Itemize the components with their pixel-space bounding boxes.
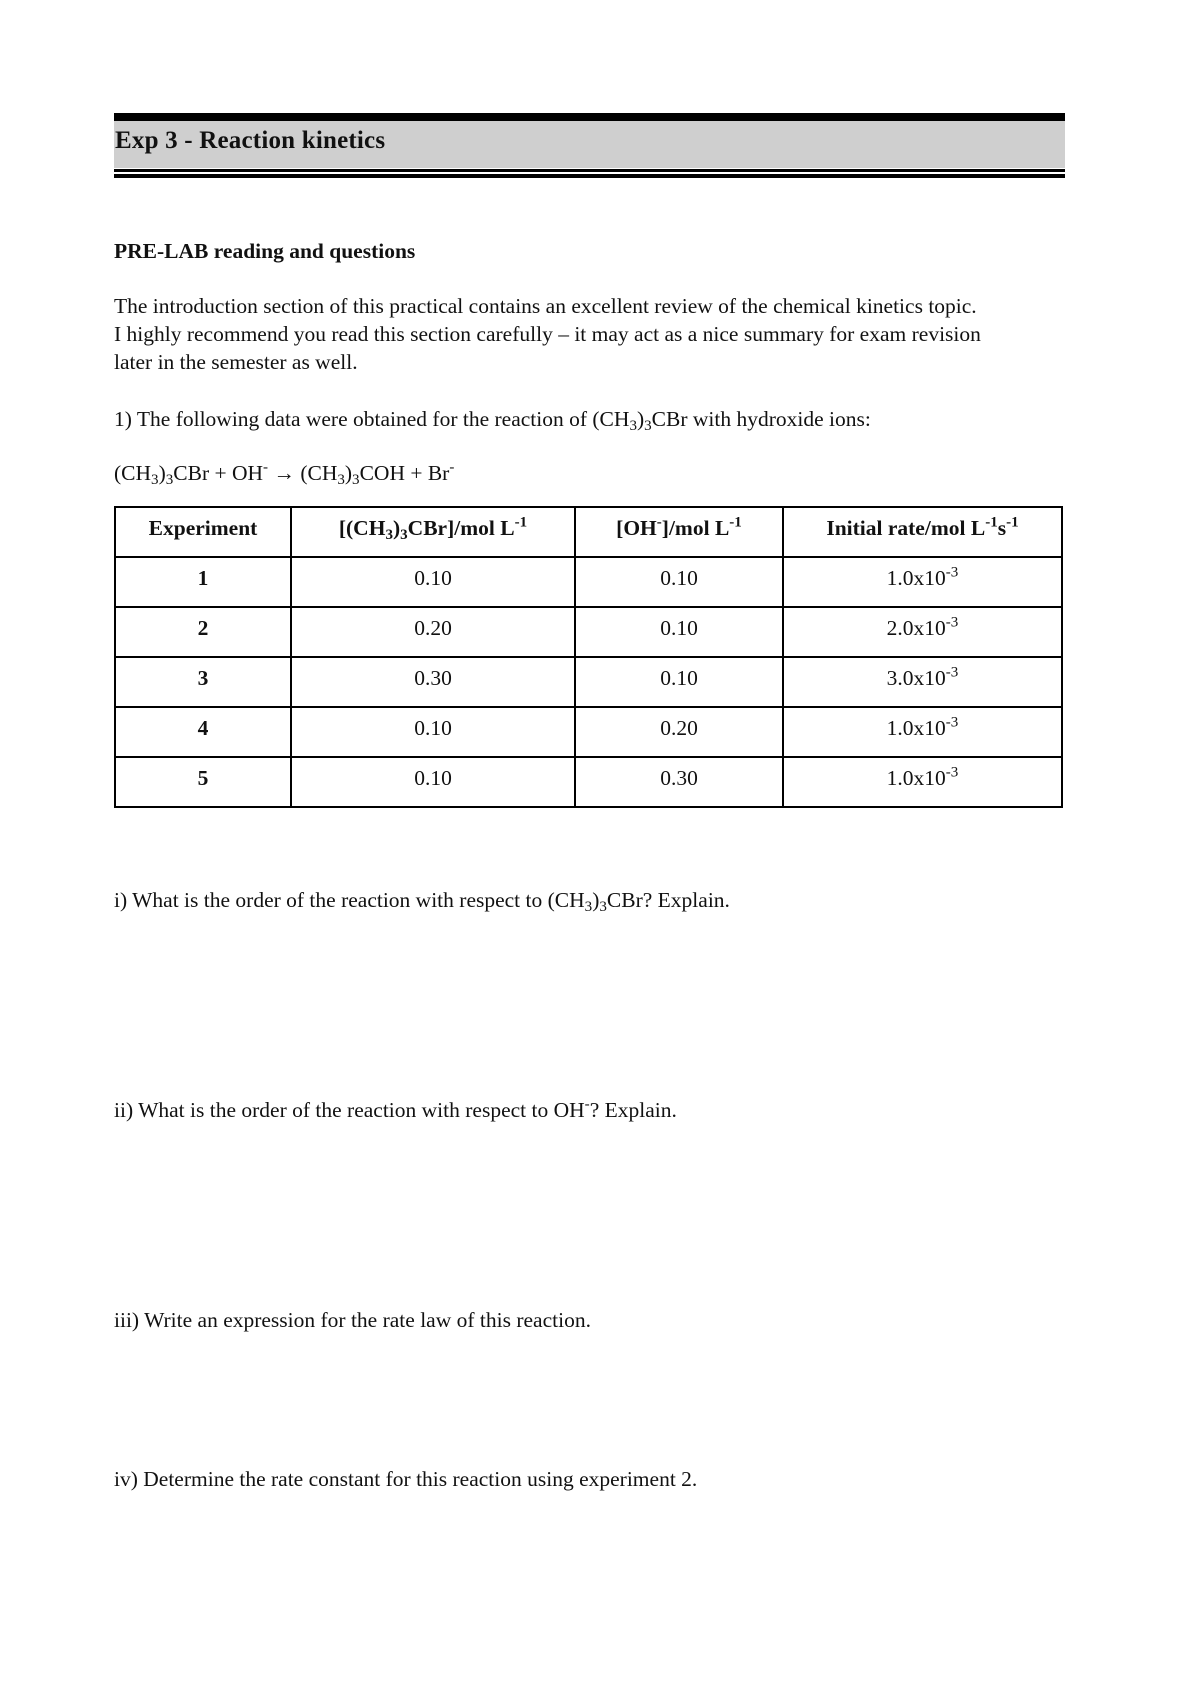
section-heading: PRE-LAB reading and questions bbox=[114, 239, 416, 263]
cell-experiment: 4 bbox=[115, 707, 291, 757]
cell-rate: $1.0x10^{-3}$ bbox=[783, 557, 1062, 607]
title-bottom-rule bbox=[114, 169, 1065, 172]
cell-experiment: 2 bbox=[115, 607, 291, 657]
title-bottom-rule-double bbox=[114, 174, 1065, 178]
title-top-rule bbox=[114, 113, 1065, 121]
cell-conc-b: 0.20 bbox=[575, 707, 783, 757]
cell-conc-a: 0.20 bbox=[291, 607, 575, 657]
cell-conc-a: 0.30 bbox=[291, 657, 575, 707]
table-row bbox=[115, 657, 1062, 707]
question-ii: ii) What is the order of the reaction with respect to OH-? Explain. bbox=[114, 1096, 677, 1122]
cell-rate: $2.0x10^{-3}$ bbox=[783, 607, 1062, 657]
title-banner bbox=[114, 113, 1065, 179]
page-title: Exp 3 - Reaction kinetics bbox=[115, 127, 386, 154]
question-iv: iv) Determine the rate constant for this reaction using experiment 2. bbox=[114, 1467, 698, 1491]
cell-rate: $3.0x10^{-3}$ bbox=[783, 657, 1062, 707]
kinetics-data-table bbox=[114, 506, 1063, 808]
table-header-row bbox=[115, 507, 1062, 557]
cell-conc-b: 0.10 bbox=[575, 657, 783, 707]
cell-conc-a: 0.10 bbox=[291, 757, 575, 807]
cell-experiment: 3 bbox=[115, 657, 291, 707]
header-conc-hydroxide: [OH-]/mol $L^{-1}$ bbox=[575, 507, 783, 557]
cell-rate: $1.0x10^{-3}$ bbox=[783, 757, 1062, 807]
question-iii: iii) Write an expression for the rate law of this reaction. bbox=[114, 1308, 591, 1332]
intro-line-2: I highly recommend you read this section carefully – it may act as a nice summary for exam revision bbox=[114, 322, 981, 346]
table-row bbox=[115, 557, 1062, 607]
cell-conc-a: 0.10 bbox=[291, 707, 575, 757]
header-conc-tbutylbromide: $[(CH_3)_3CBr]$/mol $L^{-1}$ bbox=[291, 507, 575, 557]
cell-experiment: 5 bbox=[115, 757, 291, 807]
reaction-equation: $(CH_3)_3CBr + OH^- \to (CH_3)_3COH + Br^-$ bbox=[114, 459, 455, 488]
cell-conc-a: 0.10 bbox=[291, 557, 575, 607]
header-experiment: Experiment bbox=[115, 507, 291, 557]
cell-conc-b: 0.10 bbox=[575, 607, 783, 657]
intro-line-3: later in the semester as well. bbox=[114, 350, 358, 374]
cell-rate: $1.0x10^{-3}$ bbox=[783, 707, 1062, 757]
table-row bbox=[115, 607, 1062, 657]
question-1: 1) The following data were obtained for the reaction of $(CH_3)_3CBr$ with hydroxide ions: bbox=[114, 407, 871, 434]
table-row bbox=[115, 757, 1062, 807]
intro-line-1: The introduction section of this practical contains an excellent review of the chemical kinetics topic. bbox=[114, 294, 977, 318]
question-i: i) What is the order of the reaction with respect to $(CH_3)_3CBr$? Explain. bbox=[114, 888, 730, 915]
cell-experiment: 1 bbox=[115, 557, 291, 607]
header-initial-rate: Initial rate/mol $L^{-1}s^{-1}$ bbox=[783, 507, 1062, 557]
cell-conc-b: 0.10 bbox=[575, 557, 783, 607]
cell-conc-b: 0.30 bbox=[575, 757, 783, 807]
table-row bbox=[115, 707, 1062, 757]
